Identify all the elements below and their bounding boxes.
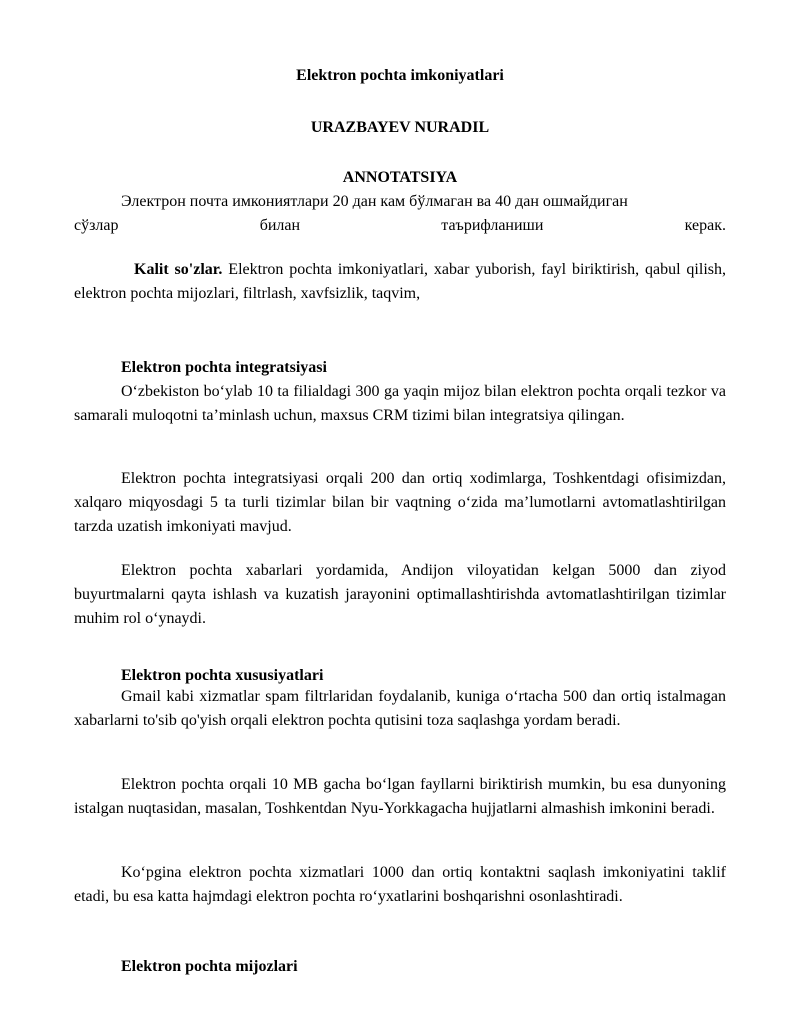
section-heading-integration: Elektron pochta integratsiyasi <box>121 359 327 376</box>
annotation-text-2: сўзлар билан таърифланиши керак. <box>74 217 726 234</box>
integration-paragraph-2: Elektron pochta integratsiyasi orqali 200 dan ortiq xodimlarga, Toshkentdagi ofisimizdan, xalqaro miqyosdagi 5 ta turli tizimlar bilan bir vaqtning o‘zida ma’lumotlarni avtomatlashtirilgan tarzda uzatish imkoniyati mavjud. <box>74 470 726 535</box>
document-title: Elektron pochta imkoniyatlari <box>296 67 504 84</box>
keywords-paragraph <box>74 258 726 306</box>
author-name: URAZBAYEV NURADIL <box>310 119 490 136</box>
features-paragraph-3: Ko‘pgina elektron pochta xizmatlari 1000 dan ortiq kontaktni saqlash imkoniyatini taklif etadi, bu esa katta hajmdagi elektron pochta ro‘yxatlarini boshqarishni osonlashtiradi. <box>74 864 726 905</box>
section-heading-features: Elektron pochta xususiyatlari <box>121 667 324 684</box>
annotation-heading: ANNOTATSIYA <box>342 169 458 186</box>
integration-paragraph-3: Elektron pochta xabarlari yordamida, Andijon viloyatidan kelgan 5000 dan ziyod buyurtmalarni qayta ishlash va kuzatish jarayonini optimallashtirishda avtomatlashtirilgan tizimlar muhim rol o‘ynaydi. <box>74 562 726 627</box>
section-heading-clients: Elektron pochta mijozlari <box>121 958 298 975</box>
annotation-line-1 <box>74 190 726 214</box>
keywords-text: Elektron pochta imkoniyatlari, xabar yuborish, fayl biriktirish, qabul qilish, elektron pochta mijozlari, filtrlash, xavfsizlik, taqvim, <box>74 261 726 302</box>
annotation-line-2 <box>74 214 726 238</box>
integration-paragraph-1: O‘zbekiston bo‘ylab 10 ta filialdagi 300 ga yaqin mijoz bilan elektron pochta orqali tezkor va samarali muloqotni ta’minlash uchun, maxsus CRM tizimi bilan integratsiya qilingan. <box>74 383 726 424</box>
keywords-label: Kalit so'zlar. <box>134 261 223 278</box>
annotation-text-1: Электрон почта имкониятлари 20 дан кам бўлмаган ва 40 дан ошмайдиган <box>121 193 628 210</box>
features-paragraph-2: Elektron pochta orqali 10 MB gacha bo‘lgan fayllarni biriktirish mumkin, bu esa dunyoning istalgan nuqtasidan, masalan, Toshkentdan Nyu-Yorkkagacha hujjatlarni almashish imkonini beradi. <box>74 776 726 817</box>
features-paragraph-1: Gmail kabi xizmatlar spam filtrlaridan foydalanib, kuniga o‘rtacha 500 dan ortiq istalmagan xabarlarni to'sib qo'yish orqali elektron pochta qutisini toza saqlashga yordam beradi. <box>74 688 726 729</box>
